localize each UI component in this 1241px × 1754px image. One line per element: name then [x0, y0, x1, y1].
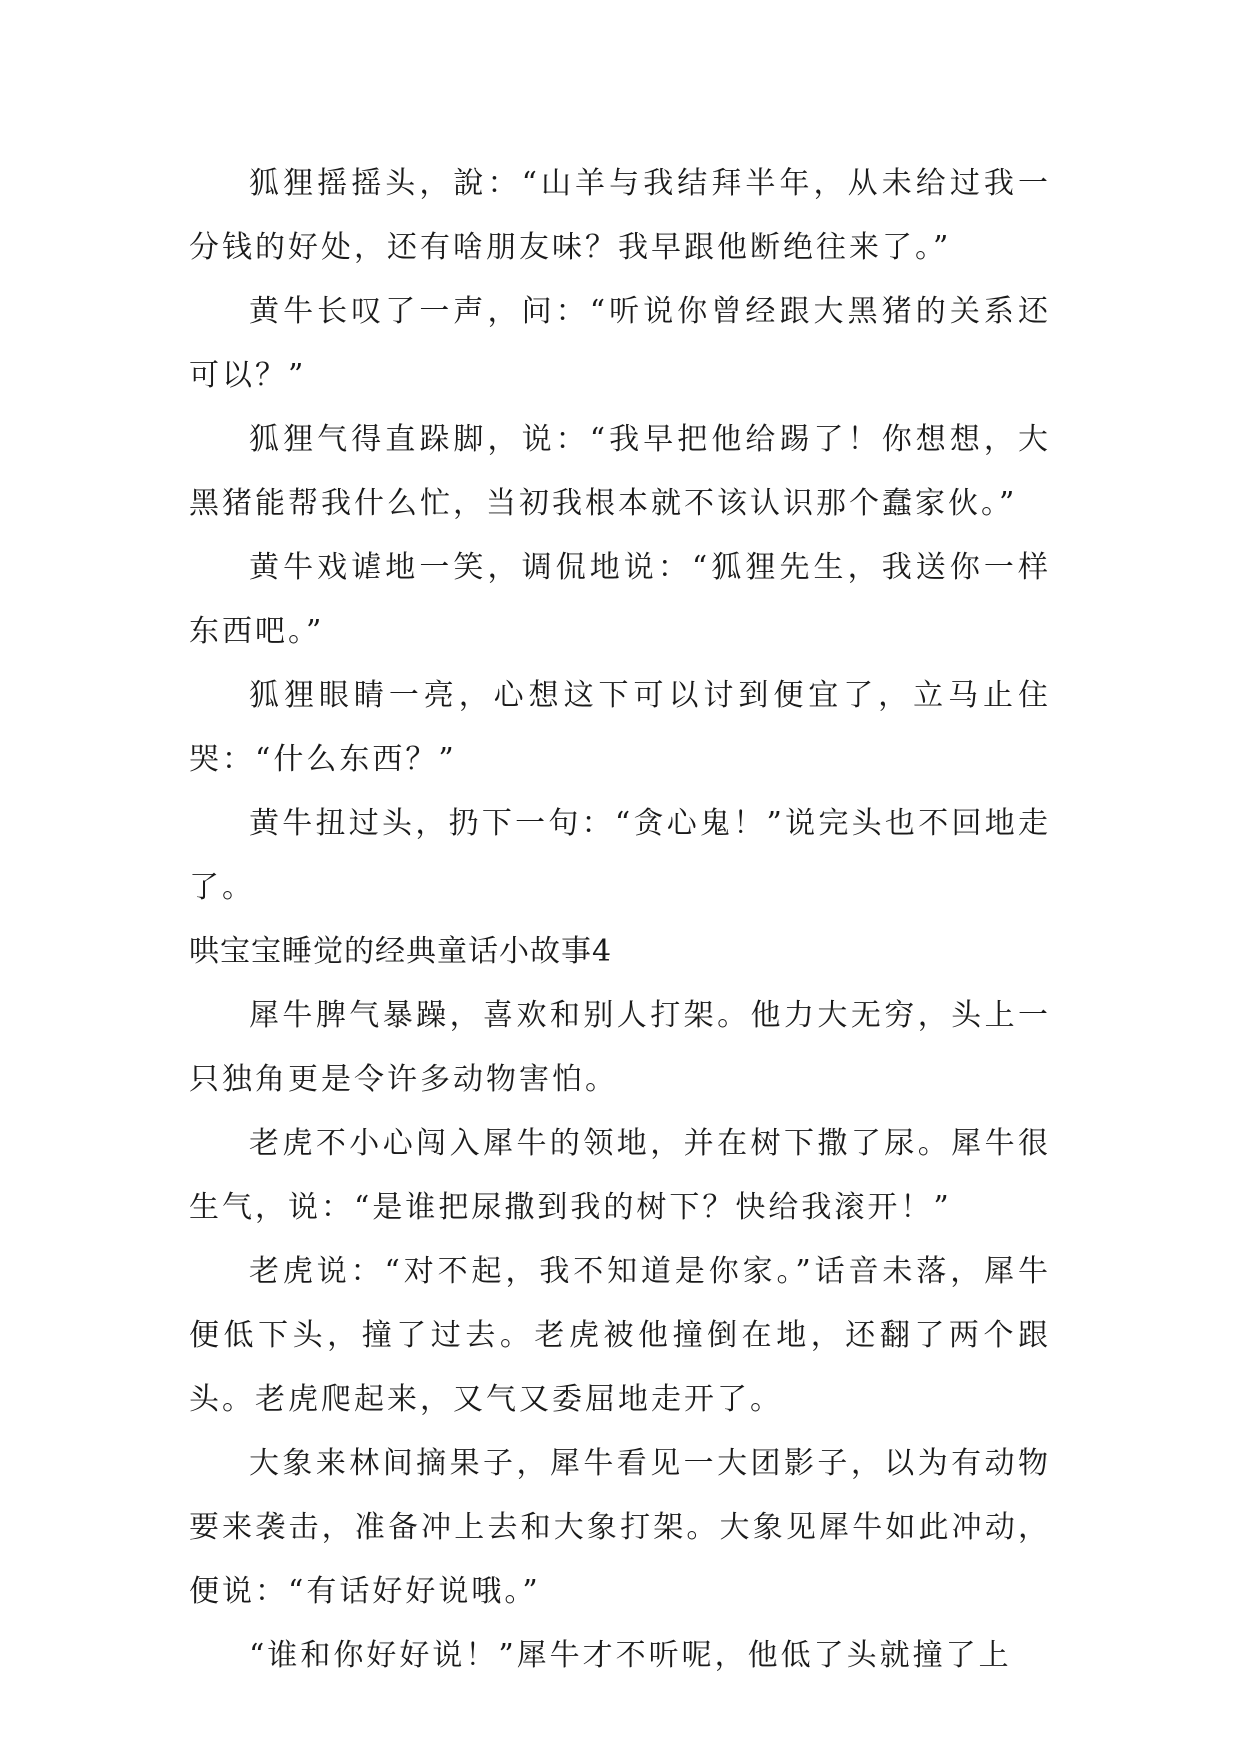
paragraph: 黄牛扭过头，扔下一句：“贪心鬼！”说完头也不回地走了。 [189, 806, 1051, 905]
paragraph: 狐狸摇摇头，說：“山羊与我结拜半年，从未给过我一分钱的好处，还有啥朋友味？我早跟他断绝往来了。” [189, 166, 1051, 265]
paragraph: 老虎不小心闯入犀牛的领地，并在树下撒了尿。犀牛很生气，说：“是谁把尿撒到我的树下？快给我滚开！” [189, 1126, 1051, 1225]
paragraph: “谁和你好好说！”犀牛才不听呢，他低了头就撞了上 [249, 1638, 1012, 1673]
paragraph: 狐狸气得直跺脚，说：“我早把他给踢了！你想想，大黑猪能帮我什么忙，当初我根本就不该认识那个蠢家伙。” [189, 422, 1051, 521]
document-body [189, 152, 1051, 1688]
paragraph: 黄牛长叹了一声，问：“听说你曾经跟大黑猪的关系还可以？” [189, 294, 1051, 393]
paragraph: 犀牛脾气暴躁，喜欢和别人打架。他力大无穷，头上一只独角更是令许多动物害怕。 [189, 998, 1051, 1097]
paragraph: 老虎说：“对不起，我不知道是你家。”话音未落，犀牛便低下头，撞了过去。老虎被他撞倒在地，还翻了两个跟头。老虎爬起来，又气又委屈地走开了。 [189, 1254, 1051, 1417]
paragraph: 大象来林间摘果子，犀牛看见一大团影子，以为有动物要来袭击，准备冲上去和大象打架。大象见犀牛如此冲动，便说：“有话好好说哦。” [189, 1446, 1051, 1609]
paragraph: 黄牛戏谑地一笑，调侃地说：“狐狸先生，我送你一样东西吧。” [189, 550, 1051, 649]
section-title: 哄宝宝睡觉的经典童话小故事4 [189, 934, 613, 969]
paragraph: 狐狸眼睛一亮，心想这下可以讨到便宜了，立马止住哭：“什么东西？” [189, 678, 1051, 777]
